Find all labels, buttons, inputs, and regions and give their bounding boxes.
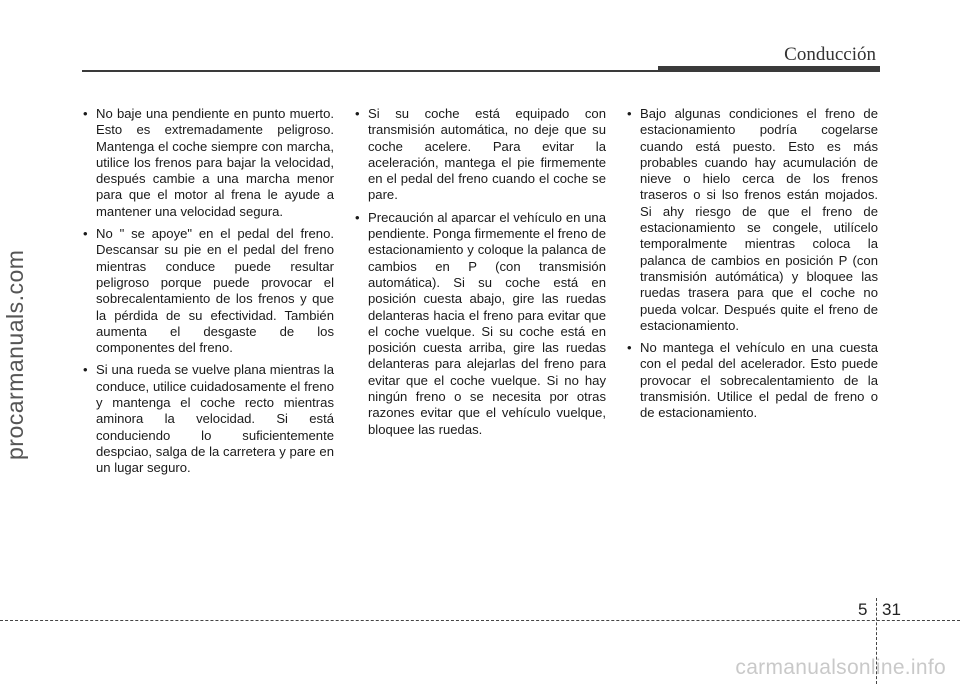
bottom-watermark: carmanualsonline.info xyxy=(735,656,946,679)
list-item-text: Precaución al aparcar el vehículo en una pendiente. Ponga firmemente el freno de estacionamiento y coloque la palanca de cambios en P (con transmisión automática). Si su coche está en posición cuesta abajo, gire las ruedas delanteras hacia el freno para evitar que el coche vuelque. Si su coche está en posición cuesta arriba, gire las ruedas delanteras para alejarlas del freno para evitar que el coche vuelque. Si no hay ningún freno o se necesita por otras razones evitar que el vehículo vuelque, bloquee las ruedas. xyxy=(368,209,606,437)
bullet-icon: • xyxy=(83,106,88,121)
bullet-list xyxy=(82,106,334,477)
list-item-text: No baje una pendiente en punto muerto. Esto es extremadamente peligroso. Mantenga el coche siempre con marcha, utilice los frenos para bajar la velocidad, después cambie a una marcha menor para que el motor al frena le ayude a mantener una velocidad segura. xyxy=(96,106,334,219)
list-item-text: Si una rueda se vuelve plana mientras la conduce, utilice cuidadosamente el freno y mantenga el coche recto mientras aminora la velocidad. Si está conduciendo lo suficientemente despciao, salga de la carretera y pare en un lugar seguro. xyxy=(96,362,334,476)
list-item xyxy=(626,340,878,421)
list-item xyxy=(354,106,606,204)
page-number: 31 xyxy=(882,600,901,619)
bullet-icon: • xyxy=(355,106,360,121)
bullet-icon: • xyxy=(627,340,632,356)
bullet-icon: • xyxy=(83,362,88,378)
bullet-icon: • xyxy=(83,226,88,242)
header-rule-accent xyxy=(658,66,880,72)
footer-dashed-rule xyxy=(0,620,960,621)
list-item xyxy=(354,210,606,438)
list-item-text: No " se apoye" en el pedal del freno. Descansar su pie en el pedal del freno mientras conduce puede resultar peligroso porque puede provocar el sobrecalentamiento de los frenos y que la pérdida de su efectividad. También aumenta el desgaste de los componentes del freno. xyxy=(96,226,334,356)
bullet-list xyxy=(626,106,878,422)
chapter-number: 5 xyxy=(858,600,868,619)
text-column-1 xyxy=(82,106,334,483)
list-item xyxy=(82,226,334,356)
text-column-2 xyxy=(354,106,606,444)
list-item-text: Si su coche está equipado con transmisión automática, no deje que su coche acelere. Para evitar la aceleración, mantega el pie firmemente en el pedal del freno cuando el coche se pare. xyxy=(368,106,606,203)
text-column-3 xyxy=(626,106,878,428)
list-item-text: No mantega el vehículo en una cuesta con el pedal del acelerador. Esto puede provocar el sobrecalentamiento de la transmisión. Utilice el pedal de freno o de estacionamiento. xyxy=(640,340,878,421)
list-item xyxy=(626,106,878,334)
side-watermark: procarmanuals.com xyxy=(2,249,28,460)
bullet-list xyxy=(354,106,606,438)
header-rule xyxy=(82,70,658,72)
section-title: Conducción xyxy=(784,44,876,65)
list-item xyxy=(82,362,334,476)
list-item-text: Bajo algunas condiciones el freno de estacionamiento podría cogelarse cuando está puesto. Esto es más probables cuando hay acumulación de nieve o hielo cerca de los frenos traseros o si lso frenos están mojados. Si ahy riesgo de que el freno de estacionamiento se congele, utilícelo temporalmente mientras coloca la palanca de cambios en posición P (con transmisión autómática) y bloquee las ruedas trasera para que el coche no pueda volcar. Después quite el freno de estacionamiento. xyxy=(640,106,878,333)
list-item xyxy=(82,106,334,220)
bullet-icon: • xyxy=(627,106,632,121)
bullet-icon: • xyxy=(355,209,360,225)
